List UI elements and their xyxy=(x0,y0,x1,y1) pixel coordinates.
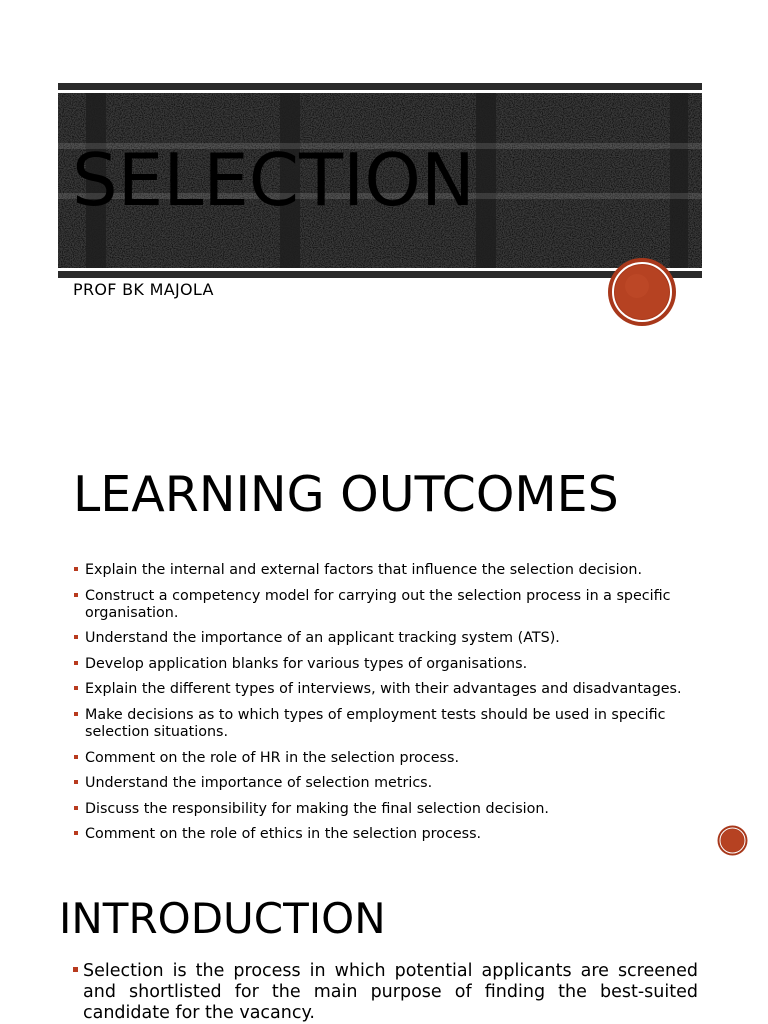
list-item xyxy=(70,562,730,579)
list-item-text: Develop application blanks for various types of organisations. xyxy=(85,655,528,672)
list-item xyxy=(70,750,730,767)
list-item-text: Understand the importance of an applicant tracking system (ATS). xyxy=(85,630,560,647)
introduction-heading: INTRODUCTION xyxy=(59,894,386,943)
bullet-icon xyxy=(74,567,78,571)
bullet-icon xyxy=(74,780,78,784)
bullet-icon xyxy=(74,635,78,639)
introduction-list xyxy=(70,961,698,1024)
list-item-text: Discuss the responsibility for making the final selection decision. xyxy=(85,800,549,817)
decorative-circle-icon xyxy=(717,825,748,856)
list-item-text: Selection is the process in which potential applicants are screened and shortlisted for the main purpose of finding the best-suited candidate for the vacancy. xyxy=(83,961,698,1023)
list-item-text: Comment on the role of ethics in the selection process. xyxy=(85,826,482,843)
list-item-text: Explain the different types of interviews, with their advantages and disadvantages. xyxy=(85,681,682,698)
list-item xyxy=(70,656,730,673)
bullet-icon xyxy=(74,593,78,597)
bullet-icon xyxy=(74,661,78,665)
slide-title: SELECTION xyxy=(72,138,475,222)
list-item-text: Understand the importance of selection metrics. xyxy=(85,775,433,792)
list-item xyxy=(70,775,730,792)
bullet-icon xyxy=(74,755,78,759)
list-item-text: Construct a competency model for carrying out the selection process in a specific organisation. xyxy=(85,587,671,621)
learning-outcomes-list xyxy=(70,562,730,852)
learning-outcomes-heading: LEARNING OUTCOMES xyxy=(73,466,619,523)
list-item-text: Explain the internal and external factors that influence the selection decision. xyxy=(85,562,643,578)
bullet-icon xyxy=(74,686,78,690)
list-item xyxy=(70,681,730,698)
list-item xyxy=(70,961,698,1024)
bullet-icon xyxy=(74,806,78,810)
list-item-text: Comment on the role of HR in the selection process. xyxy=(85,749,460,766)
slide-subtitle: PROF BK MAJOLA xyxy=(73,280,214,299)
list-item xyxy=(70,588,730,622)
bullet-icon xyxy=(74,712,78,716)
list-item-text: Make decisions as to which types of employment tests should be used in specific selection situations. xyxy=(85,706,666,740)
bullet-icon xyxy=(74,831,78,835)
list-item xyxy=(70,801,730,818)
list-item xyxy=(70,707,730,741)
decorative-circle-icon xyxy=(607,257,677,327)
bullet-icon xyxy=(73,967,78,972)
list-item xyxy=(70,826,730,843)
list-item xyxy=(70,630,730,647)
